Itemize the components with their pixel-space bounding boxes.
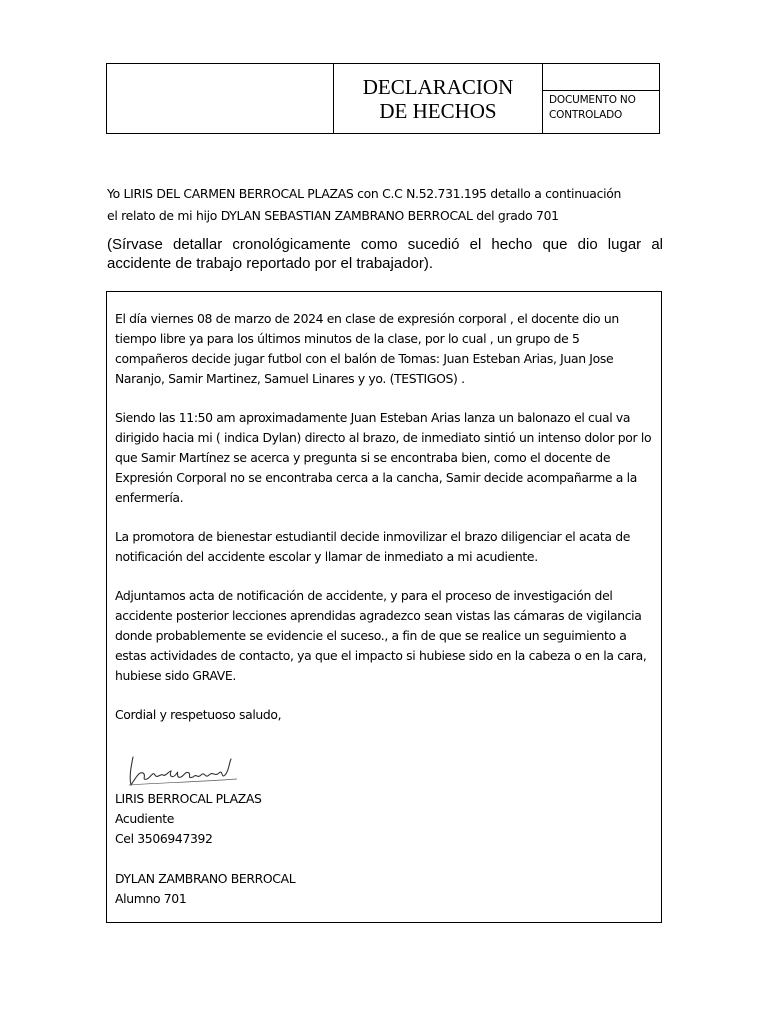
document-header-table [106, 63, 660, 134]
guardian-role: Acudiente [115, 811, 175, 826]
document-title [334, 64, 543, 133]
student-name: DYLAN ZAMBRANO BERROCAL [115, 871, 296, 886]
intro-line-2: el relato de mi hijo DYLAN SEBASTIAN ZAMBRANO BERROCAL del grado 701 [107, 208, 559, 223]
statement-paragraph: El día viernes 08 de marzo de 2024 en clase de expresión corporal , el docente dio un tiempo libre ya para los últimos minutos de la clase, por lo cual , un grupo de 5 compañeros decide jugar futbol con el balón de Tomas: Juan Esteban Arias, Juan Jose Naranjo, Samir Martinez, Samuel Linares y yo. (TESTIGOS) . [115, 311, 619, 386]
document-status-cell [543, 64, 659, 133]
guardian-name: LIRIS BERROCAL PLAZAS [115, 791, 262, 806]
statement-paragraph: La promotora de bienestar estudiantil decide inmovilizar el brazo diligenciar el acata de notificación del accidente escolar y llamar de inmediato a mi acudiente. [115, 529, 631, 564]
document-status-top-cell [543, 64, 659, 91]
instruction-text: (Sírvase detallar cronológicamente como sucedió el hecho que dio lugar al accidente de trabajo reportado por el trabajador). [107, 236, 663, 272]
title-line-1: DECLARACION [362, 74, 514, 99]
statement-body-box [106, 291, 662, 923]
document-status-label: DOCUMENTO NO CONTROLADO [549, 94, 636, 121]
intro-line-1: Yo LIRIS DEL CARMEN BERROCAL PLAZAS con C.C N.52.731.195 detallo a continuación [107, 186, 622, 201]
intro-statement [107, 183, 667, 227]
title-line-2: DE HECHOS [379, 98, 497, 123]
student-block [115, 869, 653, 909]
statement-paragraph: Siendo las 11:50 am aproximadamente Juan Esteban Arias lanza un balonazo el cual va dirigido hacia mi ( indica Dylan) directo al brazo, de inmediato sintió un intenso dolor por lo que Samir Martínez se acerca y pregunta si se encontraba bien, como el docente de Expresión Corporal no se encontraba cerca a la cancha, Samir decide acompañarme a la enfermería. [115, 410, 652, 505]
guardian-phone: Cel 3506947392 [115, 831, 213, 846]
student-grade: Alumno 701 [115, 891, 187, 906]
logo-cell [107, 64, 334, 133]
statement-paragraph: Adjuntamos acta de notificación de accidente, y para el proceso de investigación del accidente posterior lecciones aprendidas agradezco sean vistas las cámaras de vigilancia donde probablemente se evidencie el suceso., a fin de que se realice un seguimiento a estas actividades de contacto, ya que el impacto si hubiese sido en la cabeza o en la cara, hubiese sido GRAVE. [115, 588, 647, 683]
closing-salutation: Cordial y respetuoso saludo, [115, 707, 282, 722]
handwritten-signature [125, 749, 245, 789]
guardian-signature-block [115, 789, 653, 849]
